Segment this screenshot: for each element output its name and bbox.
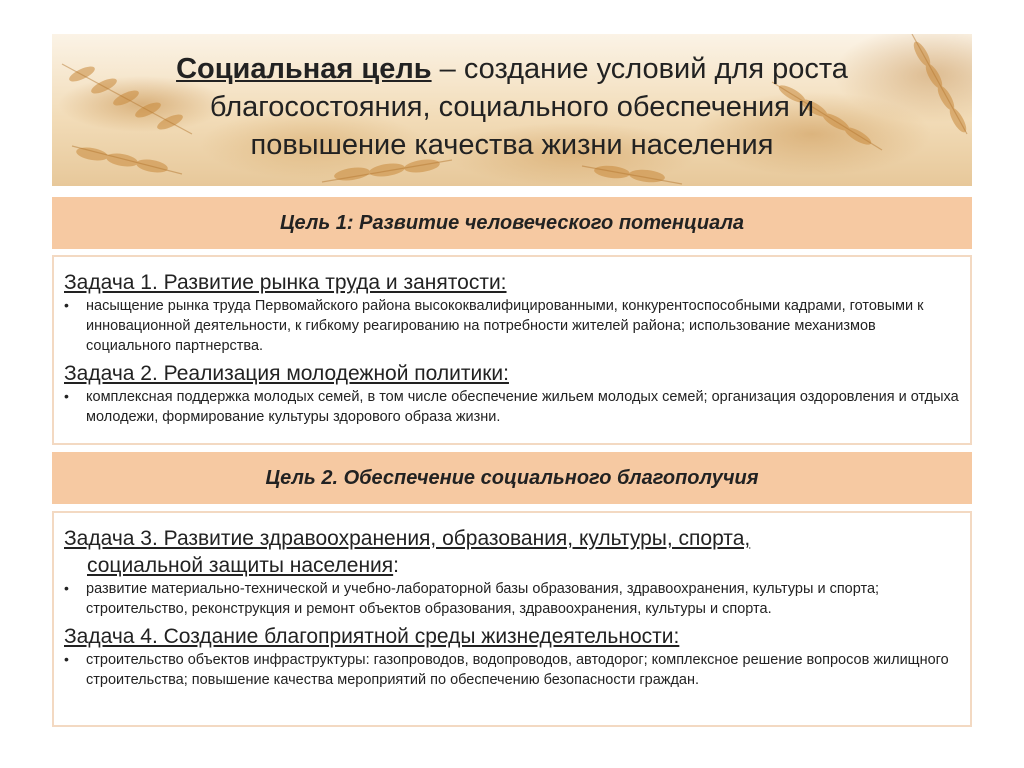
title-line-1 [52, 50, 972, 88]
title-bold: Социальная цель [176, 53, 432, 85]
bullet-icon: • [64, 651, 69, 667]
goal-2-bar [52, 452, 972, 504]
goal-1-label: Цель 1: Развитие человеческого потенциала [279, 211, 745, 234]
goal-1-bar [52, 197, 972, 249]
task-2-bullet: • комплексная поддержка молодых семей, в том числе обеспечение жильем молодых семей; организация оздоровления и отдыха молодежи, формирование культуры здорового образа жизни. [64, 388, 959, 425]
task-2-heading: Задача 2. Реализация молодежной политики: [64, 362, 509, 385]
goal-2-tasks [52, 511, 972, 727]
bullet-icon: • [64, 388, 69, 404]
bullet-icon: • [64, 580, 69, 596]
title-line-3: повышение качества жизни населения [250, 129, 774, 161]
task-3-heading: Задача 3. Развитие здравоохранения, образования, культуры, спорта, социальной защиты населения: [64, 527, 751, 577]
goal-2-label: Цель 2. Обеспечение социального благополучия [265, 466, 759, 489]
header-banner [52, 34, 972, 186]
task-1-heading: Задача 1. Развитие рынка труда и занятости: [64, 271, 507, 294]
task-3-bullet: • развитие материально-технической и учебно-лабораторной базы образования, здравоохранения, культуры и спорта; строительство, реконструкция и ремонт объектов образования, здравоохранения, культуры и спорта. [64, 580, 880, 617]
task-1-bullet: • насыщение рынка труда Первомайского района высококвалифицированными, конкурентоспособными кадрами, готовыми к инновационной деятельности, к гибкому реагированию на потребности жителей района; использование механизмов социального партнерства. [64, 297, 924, 354]
bullet-icon: • [64, 297, 69, 313]
page-title [52, 50, 972, 164]
task-4-bullet: • строительство объектов инфраструктуры: газопроводов, водопроводов, автодорог; комплексное решение вопросов жилищного строительства; повышение качества мероприятий по обеспечению безопасности граждан. [64, 651, 949, 688]
title-rest: – создание условий для роста [431, 53, 848, 85]
title-line-2: благосостояния, социального обеспечения и [209, 91, 815, 123]
goal-1-tasks [52, 255, 972, 445]
task-4-heading: Задача 4. Создание благоприятной среды жизнедеятельности: [64, 625, 680, 648]
